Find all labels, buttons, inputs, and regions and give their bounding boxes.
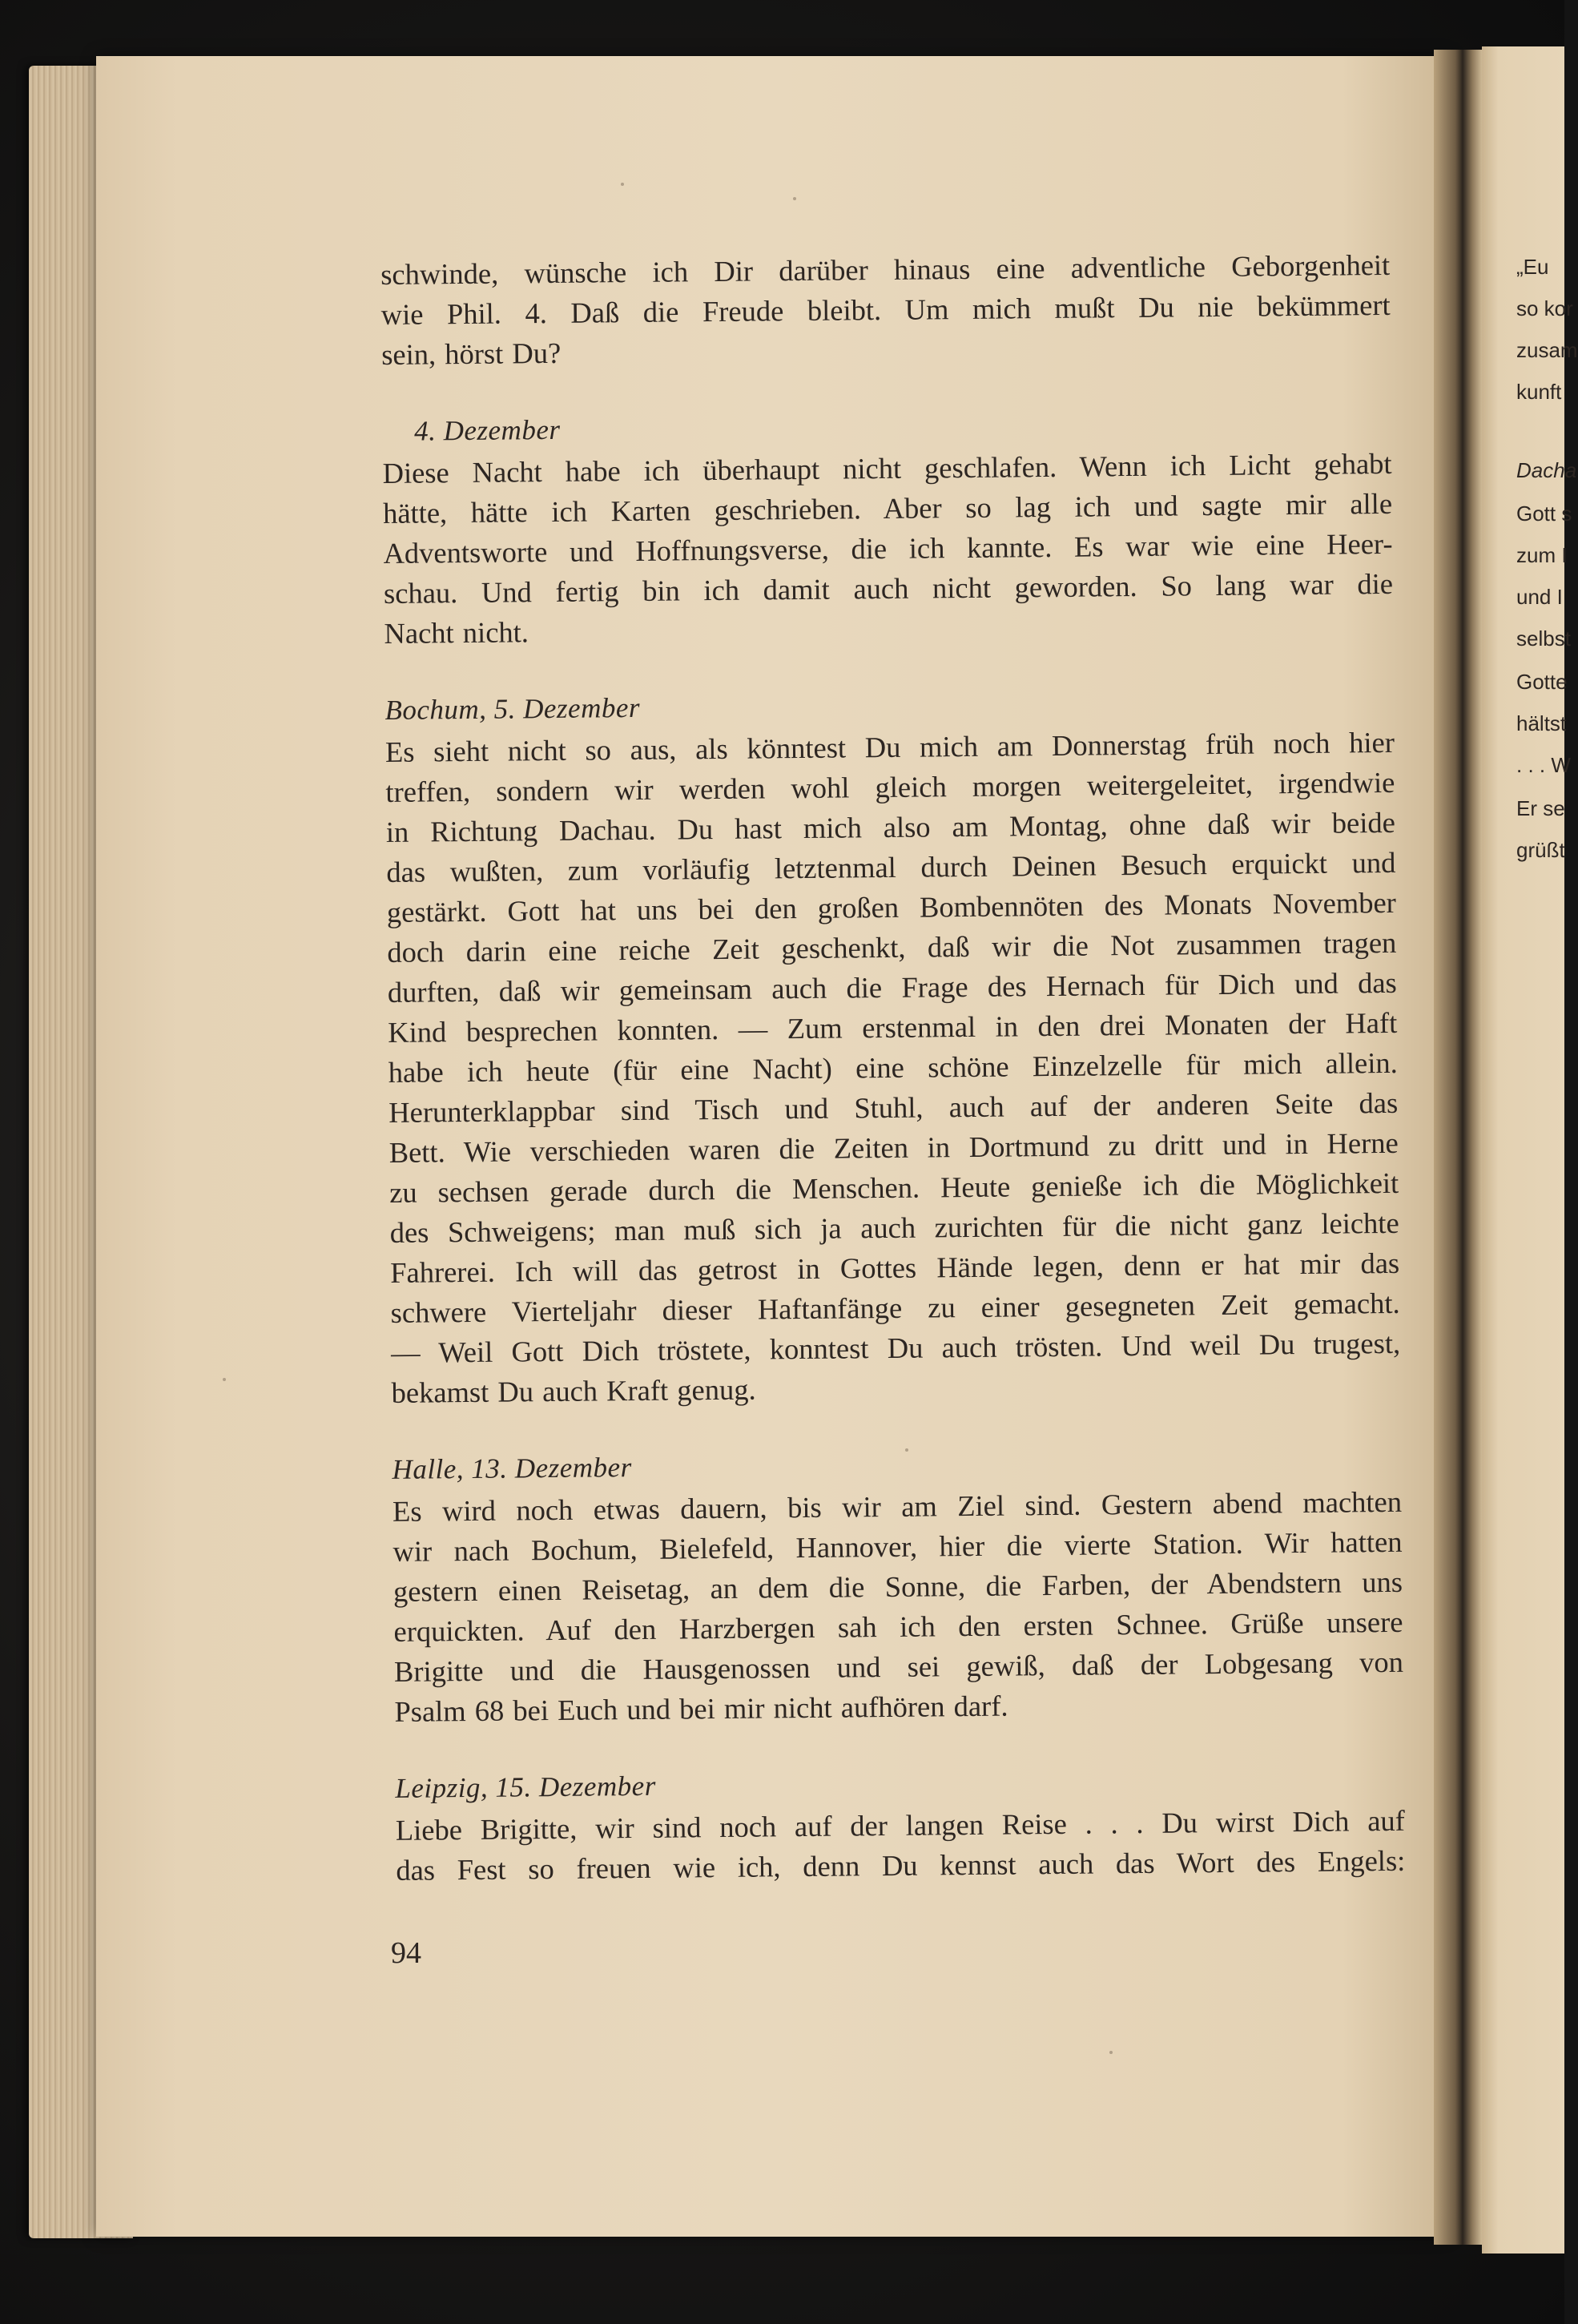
entry-heading: 4. Dezember — [413, 413, 561, 447]
text-line: durften, daß wir gemeinsam auch die Frage des Hernach für Dich und das — [387, 965, 1397, 1009]
text-line: Fahrerei. Ich will das getrost in Gottes Hände legen, denn er hat mir das — [389, 1246, 1400, 1289]
entry-paragraph — [382, 444, 1393, 654]
text-line: Bett. Wie verschieden waren die Zeiten in Dortmund zu dritt und in Herne — [388, 1126, 1399, 1169]
text-line: Es sieht nicht so aus, als könntest Du mich am Donnerstag früh noch hier — [384, 725, 1395, 768]
text-line: Liebe Brigitte, wir sind noch auf der langen Reise . . . Du wirst Dich auf — [395, 1803, 1406, 1847]
right-page — [1482, 46, 1578, 2254]
right-page-fragment: „Eu — [1516, 255, 1549, 279]
paper-speck — [223, 1378, 226, 1381]
text-line: bekamst Du auch Kraft genug. — [391, 1372, 756, 1409]
right-page-fragment: kunft — [1516, 380, 1562, 404]
right-page-fragment: selbst — [1516, 626, 1571, 650]
book-gutter — [1434, 50, 1482, 2245]
text-line: Psalm 68 bei Euch und bei mir nicht aufhören darf. — [394, 1689, 1008, 1728]
text-line: zu sechsen gerade durch die Menschen. Heute genieße ich die Möglichkeit — [389, 1166, 1399, 1209]
text-line: Kind besprechen konnten. — Zum erstenmal in den drei Monaten der Haft — [388, 1005, 1398, 1049]
text-line: in Richtung Dachau. Du hast mich also am Montag, ohne daß wir beide — [385, 805, 1396, 848]
text-line: Adventsworte und Hoffnungsverse, die ich kannte. Es war wie eine Heer- — [383, 526, 1393, 570]
paper-speck — [621, 183, 624, 186]
entry-paragraph — [392, 1482, 1404, 1732]
text-line: schwere Vierteljahr dieser Haftanfänge zu einer gesegneten Zeit gemacht. — [390, 1286, 1400, 1329]
right-page-fragment: . . . W — [1516, 753, 1571, 777]
text-line: hätte, hätte ich Karten geschrieben. Aber so lag ich und sagte mir alle — [382, 486, 1393, 530]
text-line: Diese Nacht habe ich überhaupt nicht geschlafen. Wenn ich Licht gehabt — [382, 446, 1392, 489]
text-line: wie Phil. 4. Daß die Freude bleibt. Um mich mußt Du nie bekümmert — [380, 288, 1391, 331]
text-line: gestern einen Reisetag, an dem die Sonne, die Farben, der Abendstern uns — [392, 1565, 1403, 1608]
entry-heading: Halle, 13. Dezember — [392, 1452, 632, 1485]
text-line: sein, hörst Du? — [380, 336, 562, 371]
text-line: Es wird noch etwas dauern, bis wir am Ziel sind. Gestern abend machten — [392, 1484, 1403, 1528]
text-line: Herunterklappbar sind Tisch und Stuhl, auch auf der anderen Seite das — [388, 1085, 1399, 1129]
page-number: 94 — [391, 1936, 421, 1970]
right-page-fragment: zusam — [1516, 338, 1578, 362]
text-line: treffen, sondern wir werden wohl gleich morgen weitergeleitet, irgendwie — [385, 765, 1395, 808]
text-line: Nacht nicht. — [384, 615, 529, 650]
entry-paragraph — [396, 1801, 1406, 1891]
entry-heading: Bochum, 5. Dezember — [384, 691, 641, 726]
intro-paragraph — [380, 245, 1391, 375]
text-line: schwinde, wünsche ich Dir darüber hinaus eine adventliche Geborgenheit — [380, 248, 1391, 291]
text-line: — Weil Gott Dich tröstete, konntest Du auch trösten. Und weil Du trugest, — [390, 1326, 1401, 1369]
paper-speck — [1109, 2051, 1113, 2054]
text-line: wir nach Bochum, Bielefeld, Hannover, hier die vierte Station. Wir hatten — [392, 1524, 1403, 1568]
paper-speck — [905, 1448, 908, 1452]
right-page-fragment: Er se — [1516, 796, 1565, 820]
paper-speck — [793, 197, 796, 200]
text-line: das wußten, zum vorläufig letztenmal durch Deinen Besuch erquickt und — [386, 845, 1396, 888]
text-line: das Fest so freuen wie ich, denn Du kennst auch das Wort des Engels: — [396, 1843, 1406, 1887]
text-line: gestärkt. Gott hat uns bei den großen Bombennöten des Monats November — [386, 885, 1397, 928]
text-line: des Schweigens; man muß sich ja auch zurichten für die nicht ganz leichte — [389, 1206, 1399, 1249]
right-page-fragment: Gott s — [1516, 501, 1572, 526]
right-page-fragment: hältst — [1516, 711, 1567, 735]
entry-heading: Leipzig, 15. Dezember — [395, 1770, 657, 1804]
entry-paragraph — [385, 723, 1401, 1413]
right-page-fragment: zum I — [1516, 543, 1568, 567]
text-line: Brigitte und die Hausgenossen und sei gewiß, daß der Lobgesang von — [393, 1645, 1404, 1688]
text-line: erquickten. Auf den Harzbergen sah ich den ersten Schnee. Grüße unsere — [393, 1605, 1403, 1648]
right-page-fragment: Gotte — [1516, 670, 1568, 694]
text-line: schau. Und fertig bin ich damit auch nicht geworden. So lang war die — [383, 566, 1394, 610]
right-page-fragment: grüßt — [1516, 838, 1565, 862]
right-page-fragment: und I — [1516, 585, 1563, 609]
text-line: doch darin eine reiche Zeit geschenkt, daß wir die Not zusammen tragen — [387, 925, 1397, 969]
text-line: habe ich heute (für eine Nacht) eine schöne Einzelzelle für mich allein. — [388, 1045, 1398, 1089]
right-page-fragment: Dacha — [1516, 458, 1577, 482]
left-page-text — [380, 245, 1406, 1891]
right-page-fragment: so kor — [1516, 296, 1573, 320]
